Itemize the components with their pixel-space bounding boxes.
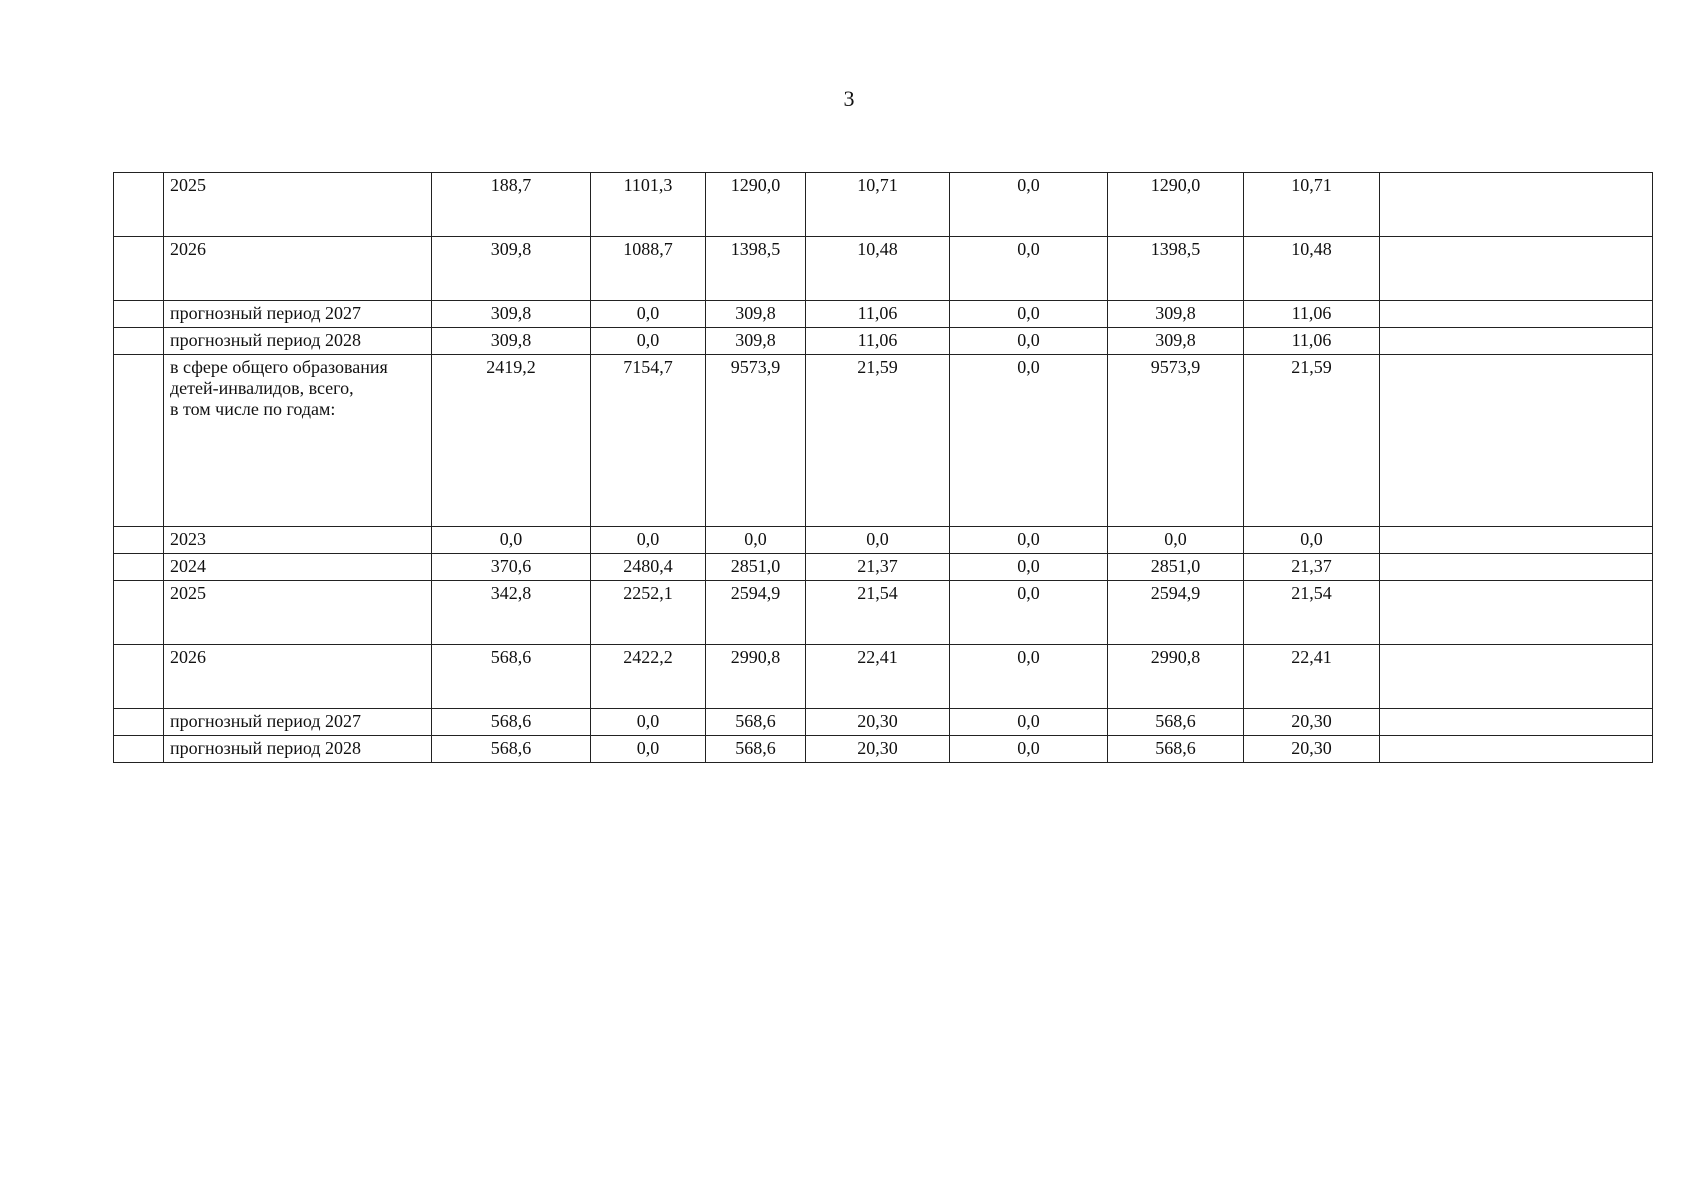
value-cell: 9573,9 xyxy=(706,355,806,527)
note-cell xyxy=(1380,554,1653,581)
note-cell xyxy=(1380,709,1653,736)
note-cell xyxy=(1380,736,1653,763)
value-cell: 568,6 xyxy=(1108,736,1244,763)
value-cell: 0,0 xyxy=(950,237,1108,301)
table-row xyxy=(114,554,1653,581)
table-row xyxy=(114,301,1653,328)
value-cell: 309,8 xyxy=(1108,301,1244,328)
value-cell: 568,6 xyxy=(706,709,806,736)
value-cell: 0,0 xyxy=(950,554,1108,581)
row-label: 2023 xyxy=(164,527,432,554)
value-cell: 22,41 xyxy=(1244,645,1380,709)
index-cell xyxy=(114,709,164,736)
value-cell: 20,30 xyxy=(1244,709,1380,736)
table-row xyxy=(114,581,1653,645)
value-cell: 309,8 xyxy=(706,328,806,355)
value-cell: 20,30 xyxy=(1244,736,1380,763)
value-cell: 2851,0 xyxy=(706,554,806,581)
value-cell: 0,0 xyxy=(591,736,706,763)
value-cell: 568,6 xyxy=(432,736,591,763)
value-cell: 11,06 xyxy=(806,328,950,355)
value-cell: 188,7 xyxy=(432,173,591,237)
index-cell xyxy=(114,527,164,554)
row-label: прогнозный период 2028 xyxy=(164,736,432,763)
value-cell: 21,54 xyxy=(1244,581,1380,645)
row-label: 2025 xyxy=(164,581,432,645)
value-cell: 0,0 xyxy=(950,709,1108,736)
value-cell: 309,8 xyxy=(706,301,806,328)
value-cell: 2594,9 xyxy=(1108,581,1244,645)
table-row xyxy=(114,709,1653,736)
value-cell: 2990,8 xyxy=(706,645,806,709)
value-cell: 0,0 xyxy=(806,527,950,554)
note-cell xyxy=(1380,355,1653,527)
index-cell xyxy=(114,554,164,581)
table-row xyxy=(114,328,1653,355)
value-cell: 309,8 xyxy=(432,237,591,301)
value-cell: 1290,0 xyxy=(706,173,806,237)
row-label-multiline xyxy=(164,355,432,527)
index-cell xyxy=(114,301,164,328)
value-cell: 10,71 xyxy=(1244,173,1380,237)
value-cell: 0,0 xyxy=(591,301,706,328)
table-row xyxy=(114,645,1653,709)
index-cell xyxy=(114,736,164,763)
value-cell: 2990,8 xyxy=(1108,645,1244,709)
value-cell: 568,6 xyxy=(706,736,806,763)
index-cell xyxy=(114,581,164,645)
value-cell: 0,0 xyxy=(950,645,1108,709)
value-cell: 11,06 xyxy=(806,301,950,328)
row-label: 2024 xyxy=(164,554,432,581)
index-cell xyxy=(114,645,164,709)
index-cell xyxy=(114,355,164,527)
value-cell: 0,0 xyxy=(706,527,806,554)
note-cell xyxy=(1380,581,1653,645)
index-cell xyxy=(114,237,164,301)
value-cell: 1088,7 xyxy=(591,237,706,301)
value-cell: 10,71 xyxy=(806,173,950,237)
row-label: 2025 xyxy=(164,173,432,237)
row-label: прогнозный период 2027 xyxy=(164,709,432,736)
table-row xyxy=(114,355,1653,527)
value-cell: 309,8 xyxy=(432,328,591,355)
value-cell: 568,6 xyxy=(432,645,591,709)
value-cell: 0,0 xyxy=(1108,527,1244,554)
value-cell: 0,0 xyxy=(950,581,1108,645)
row-label: 2026 xyxy=(164,645,432,709)
value-cell: 0,0 xyxy=(950,527,1108,554)
value-cell: 1101,3 xyxy=(591,173,706,237)
value-cell: 2419,2 xyxy=(432,355,591,527)
value-cell: 0,0 xyxy=(950,736,1108,763)
row-label-line: в том числе по годам: xyxy=(170,399,336,419)
value-cell: 21,37 xyxy=(1244,554,1380,581)
value-cell: 7154,7 xyxy=(591,355,706,527)
value-cell: 11,06 xyxy=(1244,301,1380,328)
value-cell: 21,59 xyxy=(806,355,950,527)
value-cell: 1398,5 xyxy=(706,237,806,301)
value-cell: 20,30 xyxy=(806,709,950,736)
row-label: 2026 xyxy=(164,237,432,301)
value-cell: 2422,2 xyxy=(591,645,706,709)
value-cell: 10,48 xyxy=(806,237,950,301)
value-cell: 0,0 xyxy=(432,527,591,554)
value-cell: 0,0 xyxy=(950,355,1108,527)
value-cell: 0,0 xyxy=(1244,527,1380,554)
value-cell: 21,37 xyxy=(806,554,950,581)
value-cell: 309,8 xyxy=(432,301,591,328)
value-cell: 2252,1 xyxy=(591,581,706,645)
index-cell xyxy=(114,328,164,355)
value-cell: 1398,5 xyxy=(1108,237,1244,301)
table-row xyxy=(114,736,1653,763)
value-cell: 370,6 xyxy=(432,554,591,581)
value-cell: 20,30 xyxy=(806,736,950,763)
note-cell xyxy=(1380,527,1653,554)
value-cell: 11,06 xyxy=(1244,328,1380,355)
value-cell: 2480,4 xyxy=(591,554,706,581)
value-cell: 0,0 xyxy=(950,173,1108,237)
value-cell: 0,0 xyxy=(591,328,706,355)
budget-table xyxy=(113,172,1653,763)
note-cell xyxy=(1380,237,1653,301)
value-cell: 21,59 xyxy=(1244,355,1380,527)
value-cell: 10,48 xyxy=(1244,237,1380,301)
value-cell: 22,41 xyxy=(806,645,950,709)
row-label-line: детей-инвалидов, всего, xyxy=(170,378,354,398)
value-cell: 0,0 xyxy=(591,527,706,554)
page-number: 3 xyxy=(843,86,855,111)
value-cell: 568,6 xyxy=(432,709,591,736)
value-cell: 1290,0 xyxy=(1108,173,1244,237)
note-cell xyxy=(1380,301,1653,328)
value-cell: 0,0 xyxy=(591,709,706,736)
note-cell xyxy=(1380,328,1653,355)
row-label-line: в сфере общего образования xyxy=(170,357,388,377)
value-cell: 0,0 xyxy=(950,328,1108,355)
row-label: прогнозный период 2027 xyxy=(164,301,432,328)
table-row xyxy=(114,173,1653,237)
value-cell: 2594,9 xyxy=(706,581,806,645)
note-cell xyxy=(1380,645,1653,709)
note-cell xyxy=(1380,173,1653,237)
value-cell: 342,8 xyxy=(432,581,591,645)
value-cell: 568,6 xyxy=(1108,709,1244,736)
table-row xyxy=(114,527,1653,554)
table-row xyxy=(114,237,1653,301)
value-cell: 21,54 xyxy=(806,581,950,645)
index-cell xyxy=(114,173,164,237)
value-cell: 309,8 xyxy=(1108,328,1244,355)
value-cell: 2851,0 xyxy=(1108,554,1244,581)
value-cell: 9573,9 xyxy=(1108,355,1244,527)
row-label: прогнозный период 2028 xyxy=(164,328,432,355)
value-cell: 0,0 xyxy=(950,301,1108,328)
